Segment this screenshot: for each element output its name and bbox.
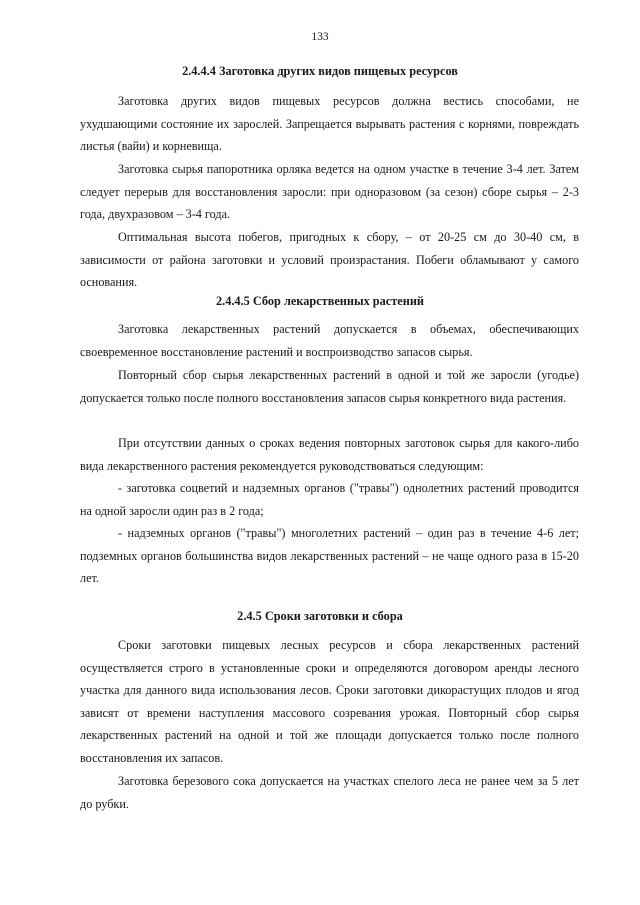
paragraph: Заготовка сырья папоротника орляка ведется на одном участке в течение 3-4 лет. Затем следует перерыв для восстановления заросли: при одноразовом (за сезон) сборе сырья – 2-3 года, двухразовом – 3-4 года. xyxy=(80,162,579,222)
section-heading-2-4-5: 2.4.5 Сроки заготовки и сбора xyxy=(237,609,403,623)
paragraph: Заготовка других видов пищевых ресурсов должна вестись способами, не ухудшающими состояние их зарослей. Запрещается вырывать растения с корнями, повреждать листья (вайи) и корневища. xyxy=(80,94,579,154)
paragraph: Оптимальная высота побегов, пригодных к сбору, – от 20-25 см до 30-40 см, в зависимости от района заготовки и условий произрастания. Побеги обламывают у самого основания. xyxy=(80,230,579,290)
page-number: 133 xyxy=(311,31,329,43)
paragraph: Заготовка лекарственных растений допускается в объемах, обеспечивающих своевременное восстановление растений и воспроизводство запасов сырья. xyxy=(80,322,579,359)
list-item: - надземных органов ("травы") многолетних растений – один раз в течение 4-6 лет; подземных органов большинства видов лекарственных растений – не чаще одного раза в 15-20 лет. xyxy=(80,526,579,586)
list-item: - заготовка соцветий и надземных органов ("травы") однолетних растений проводится на одной заросли один раз в 2 года; xyxy=(80,481,579,518)
paragraph: Заготовка березового сока допускается на участках спелого леса не ранее чем за 5 лет до рубки. xyxy=(80,774,579,811)
section-heading-2-4-4-4: 2.4.4.4 Заготовка других видов пищевых ресурсов xyxy=(182,64,458,78)
paragraph: Сроки заготовки пищевых лесных ресурсов и сбора лекарственных растений осуществляется строго в установленные сроки и определяются договором аренды лесного участка для данного вида использования лесов. Сроки заготовки дикорастущих плодов и ягод зависят от времени наступления массового созревания урожая. Повторный сбор сырья лекарственных растений на одной и той же площади допускается только после полного восстановления их запасов. xyxy=(80,638,579,765)
paragraph: Повторный сбор сырья лекарственных растений в одной и той же заросли (угодье) допускается только после полного восстановления запасов сырья конкретного вида растения. xyxy=(80,368,579,405)
section-heading-2-4-4-5: 2.4.4.5 Сбор лекарственных растений xyxy=(215,294,424,308)
paragraph: При отсутствии данных о сроках ведения повторных заготовок сырья для какого-либо вида лекарственного растения рекомендуется руководствоваться следующим: xyxy=(80,436,579,473)
